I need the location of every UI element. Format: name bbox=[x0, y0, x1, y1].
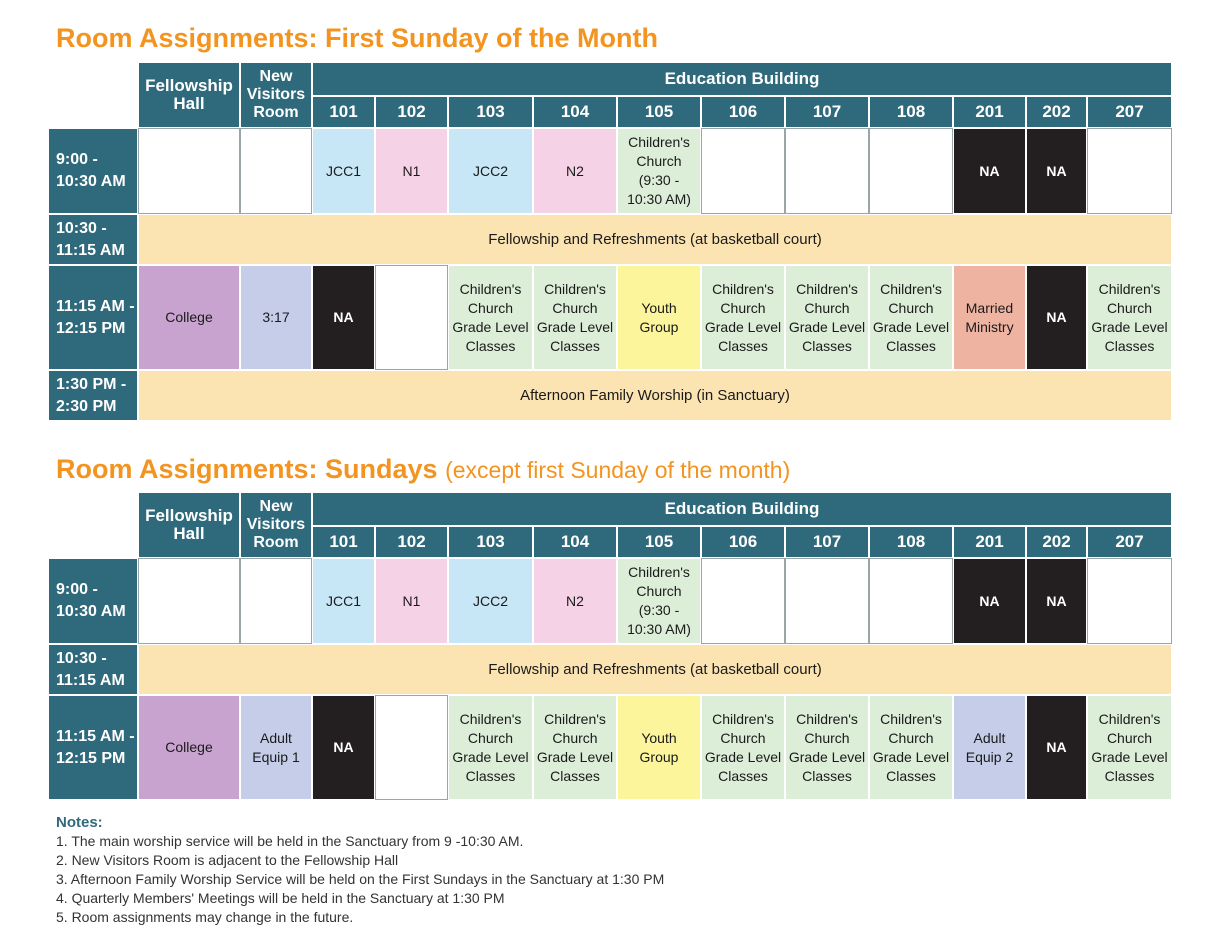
schedule-cell bbox=[702, 559, 784, 643]
schedule-cell: NA bbox=[1027, 266, 1086, 369]
room-header: 101 bbox=[313, 527, 374, 557]
header-new-visitors-room: New Visitors Room bbox=[241, 63, 311, 127]
room-header: 201 bbox=[954, 97, 1025, 127]
schedule-cell: Children's Church Grade Level Classes bbox=[786, 696, 868, 799]
room-header: 106 bbox=[702, 527, 784, 557]
note-item: 3. Afternoon Family Worship Service will be held on the First Sundays in the Sanctuary at 1:30 PM bbox=[56, 871, 665, 887]
schedule-cell: JCC1 bbox=[313, 559, 374, 643]
schedule-cell: Youth Group bbox=[618, 696, 700, 799]
room-header: 104 bbox=[534, 527, 616, 557]
schedule-cell bbox=[1088, 129, 1171, 213]
schedule-table-sundays bbox=[47, 491, 1173, 801]
room-header: 202 bbox=[1027, 97, 1086, 127]
section1-title: Room Assignments: First Sunday of the Month bbox=[56, 23, 659, 53]
note-item: 4. Quarterly Members' Meetings will be held in the Sanctuary at 1:30 PM bbox=[56, 890, 505, 906]
schedule-cell bbox=[786, 559, 868, 643]
schedule-cell: NA bbox=[954, 129, 1025, 213]
note-item: 5. Room assignments may change in the future. bbox=[56, 909, 354, 925]
room-header: 105 bbox=[618, 527, 700, 557]
schedule-cell: N1 bbox=[376, 129, 447, 213]
worship-band: Afternoon Family Worship (in Sanctuary) bbox=[139, 371, 1171, 420]
schedule-cell bbox=[139, 559, 239, 643]
header-fellowship-hall: Fellowship Hall bbox=[139, 493, 239, 557]
fellowship-band: Fellowship and Refreshments (at basketball court) bbox=[139, 645, 1171, 694]
time-slot: 10:30 - 11:15 AM bbox=[49, 215, 137, 264]
room-header: 102 bbox=[376, 97, 447, 127]
schedule-cell bbox=[870, 129, 952, 213]
header-education-building: Education Building bbox=[313, 63, 1171, 95]
schedule-cell: Children's Church (9:30 - 10:30 AM) bbox=[618, 559, 700, 643]
schedule-cell: Adult Equip 2 bbox=[954, 696, 1025, 799]
schedule-cell: Youth Group bbox=[618, 266, 700, 369]
schedule-cell: College bbox=[139, 696, 239, 799]
time-slot: 1:30 PM - 2:30 PM bbox=[49, 371, 137, 420]
schedule-cell bbox=[376, 696, 447, 799]
schedule-cell: NA bbox=[1027, 129, 1086, 213]
schedule-cell: N2 bbox=[534, 559, 616, 643]
room-header: 202 bbox=[1027, 527, 1086, 557]
schedule-cell: NA bbox=[1027, 696, 1086, 799]
room-header: 107 bbox=[786, 97, 868, 127]
schedule-cell: NA bbox=[1027, 559, 1086, 643]
schedule-cell: College bbox=[139, 266, 239, 369]
schedule-cell: Children's Church Grade Level Classes bbox=[1088, 266, 1171, 369]
time-slot: 11:15 AM - 12:15 PM bbox=[49, 266, 137, 369]
room-header: 102 bbox=[376, 527, 447, 557]
schedule-cell bbox=[870, 559, 952, 643]
schedule-cell bbox=[702, 129, 784, 213]
header-fellowship-hall: Fellowship Hall bbox=[139, 63, 239, 127]
schedule-cell bbox=[139, 129, 239, 213]
schedule-cell: Children's Church Grade Level Classes bbox=[449, 696, 532, 799]
note-item: 1. The main worship service will be held in the Sanctuary from 9 -10:30 AM. bbox=[56, 833, 524, 849]
schedule-cell bbox=[376, 266, 447, 369]
schedule-cell: NA bbox=[954, 559, 1025, 643]
schedule-cell: N2 bbox=[534, 129, 616, 213]
schedule-cell: JCC2 bbox=[449, 129, 532, 213]
room-header: 106 bbox=[702, 97, 784, 127]
schedule-cell bbox=[241, 559, 311, 643]
schedule-cell: Children's Church Grade Level Classes bbox=[870, 266, 952, 369]
time-slot: 10:30 - 11:15 AM bbox=[49, 645, 137, 694]
room-header: 207 bbox=[1088, 97, 1171, 127]
schedule-cell: JCC2 bbox=[449, 559, 532, 643]
room-header: 107 bbox=[786, 527, 868, 557]
corner-cell bbox=[49, 63, 137, 95]
time-slot: 9:00 - 10:30 AM bbox=[49, 559, 137, 643]
schedule-cell bbox=[1088, 559, 1171, 643]
room-header: 201 bbox=[954, 527, 1025, 557]
schedule-cell: Children's Church (9:30 - 10:30 AM) bbox=[618, 129, 700, 213]
room-header: 207 bbox=[1088, 527, 1171, 557]
schedule-cell: Children's Church Grade Level Classes bbox=[1088, 696, 1171, 799]
time-slot: 11:15 AM - 12:15 PM bbox=[49, 696, 137, 799]
schedule-cell: Children's Church Grade Level Classes bbox=[786, 266, 868, 369]
room-header: 105 bbox=[618, 97, 700, 127]
schedule-cell: N1 bbox=[376, 559, 447, 643]
room-header: 108 bbox=[870, 527, 952, 557]
room-header: 103 bbox=[449, 97, 532, 127]
schedule-cell: NA bbox=[313, 696, 374, 799]
section2-subtitle: (except first Sunday of the month) bbox=[445, 457, 791, 483]
section2-title: Room Assignments: Sundays (except first Sunday of the month) bbox=[56, 454, 791, 484]
schedule-table-first-sunday bbox=[47, 61, 1173, 422]
schedule-cell: 3:17 bbox=[241, 266, 311, 369]
header-new-visitors-room: New Visitors Room bbox=[241, 493, 311, 557]
room-header: 103 bbox=[449, 527, 532, 557]
schedule-cell: JCC1 bbox=[313, 129, 374, 213]
schedule-cell bbox=[786, 129, 868, 213]
schedule-cell bbox=[241, 129, 311, 213]
room-header: 108 bbox=[870, 97, 952, 127]
schedule-cell: Children's Church Grade Level Classes bbox=[870, 696, 952, 799]
schedule-cell: Children's Church Grade Level Classes bbox=[534, 696, 616, 799]
schedule-cell: Children's Church Grade Level Classes bbox=[702, 696, 784, 799]
room-header: 101 bbox=[313, 97, 374, 127]
header-education-building: Education Building bbox=[313, 493, 1171, 525]
notes-heading: Notes: bbox=[56, 814, 103, 831]
schedule-cell: Married Ministry bbox=[954, 266, 1025, 369]
room-header: 104 bbox=[534, 97, 616, 127]
fellowship-band: Fellowship and Refreshments (at basketball court) bbox=[139, 215, 1171, 264]
schedule-cell: Children's Church Grade Level Classes bbox=[449, 266, 532, 369]
note-item: 2. New Visitors Room is adjacent to the Fellowship Hall bbox=[56, 852, 399, 868]
notes-section bbox=[56, 813, 664, 927]
schedule-cell: Adult Equip 1 bbox=[241, 696, 311, 799]
time-slot: 9:00 - 10:30 AM bbox=[49, 129, 137, 213]
corner-cell bbox=[49, 493, 137, 525]
schedule-cell: Children's Church Grade Level Classes bbox=[534, 266, 616, 369]
schedule-cell: NA bbox=[313, 266, 374, 369]
schedule-cell: Children's Church Grade Level Classes bbox=[702, 266, 784, 369]
